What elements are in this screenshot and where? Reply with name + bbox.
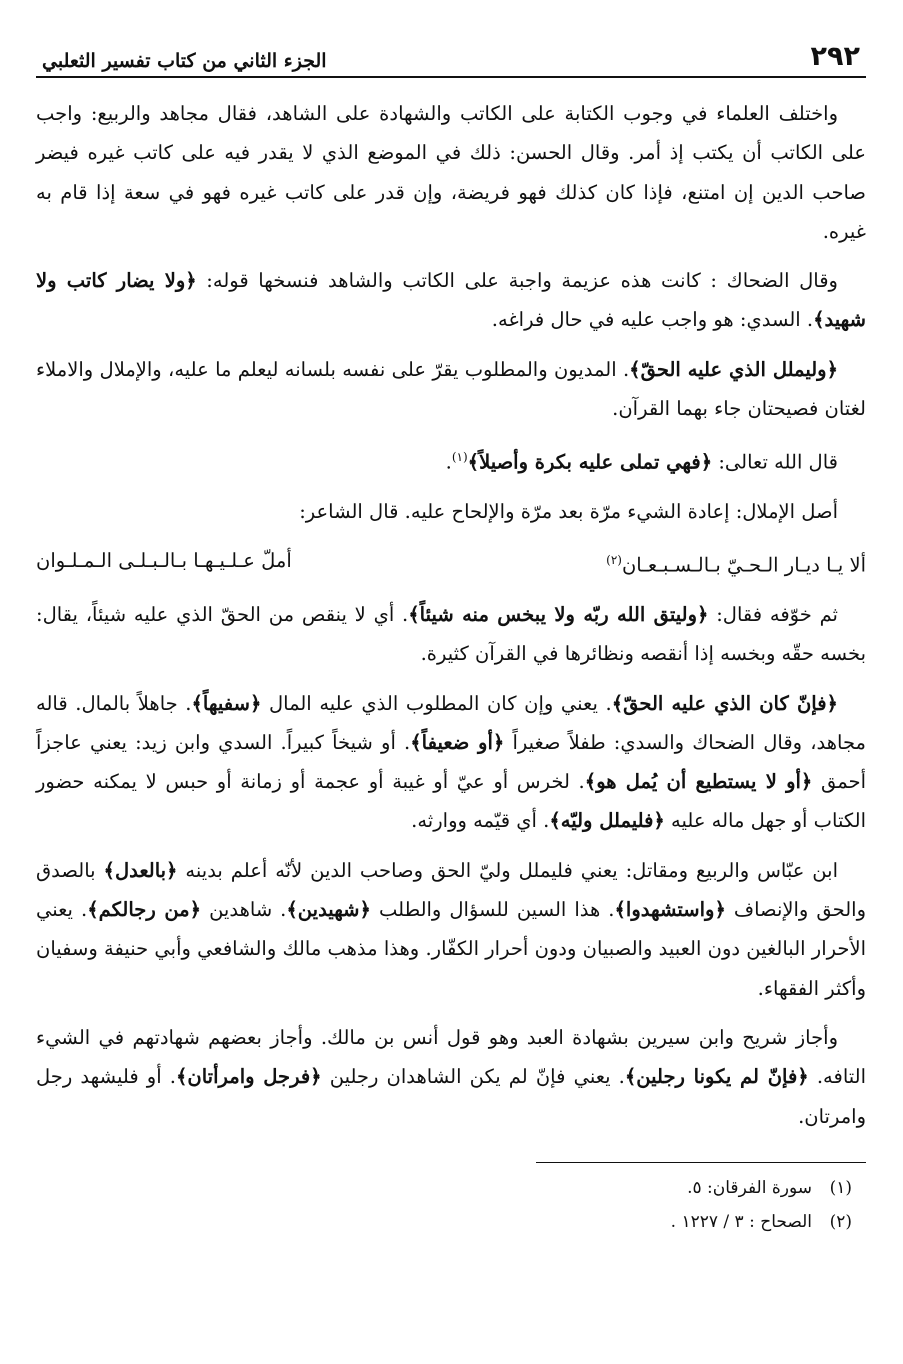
paragraph xyxy=(36,438,866,482)
paragraph xyxy=(36,851,866,1008)
quran-quote: ﴿أو لا يستطيع أن يُمل هو﴾ xyxy=(584,770,813,794)
paragraph xyxy=(36,595,866,674)
text-segment: أصل الإملال: إعادة الشيء مرّة بعد مرّة والإلحاح عليه. قال الشاعر: xyxy=(299,500,838,524)
footnote-divider xyxy=(536,1162,866,1163)
paragraph-group-1 xyxy=(36,94,866,531)
verse-footnote-ref: (٢) xyxy=(606,553,622,568)
text-segment: قال الله تعالى: xyxy=(712,450,838,474)
footnote-number: (١) xyxy=(829,1177,852,1198)
quran-quote: ﴿فرجل وامرأتان﴾ xyxy=(175,1065,322,1089)
verse-second-hemistich: أملّ عـلـيـهـا بـالـبـلـى الـمـلـوان xyxy=(36,549,292,573)
quran-quote: ﴿أو ضعيفاً﴾ xyxy=(410,730,505,754)
quran-quote: ﴿سفيهاً﴾ xyxy=(191,691,262,715)
footnote-item xyxy=(36,1205,866,1239)
quran-quote: ﴿فليملل وليّه﴾ xyxy=(549,809,665,833)
text-segment: بالصدق والحق والإنصاف xyxy=(36,858,866,922)
page-header xyxy=(36,38,866,78)
text-segment: . يعني فإنّ لم يكن الشاهدان رجلين xyxy=(321,1065,625,1089)
book-page xyxy=(36,38,866,1239)
quran-quote: ﴿واستشهدوا﴾ xyxy=(614,898,726,922)
footnotes xyxy=(36,1171,866,1239)
text-segment: وقال الضحاك : كانت هذه عزيمة واجبة على الكاتب والشاهد فنسخها قوله: xyxy=(196,269,838,293)
text-segment: . أو فليشهد رجل وامرتان. xyxy=(36,1065,866,1128)
quran-quote: ﴿فإنّ لم يكونا رجلين﴾ xyxy=(624,1065,809,1089)
paragraph-group-2 xyxy=(36,595,866,1136)
text-segment: . هذا السين للسؤال والطلب xyxy=(370,898,615,922)
footnote-ref: (١) xyxy=(451,450,468,465)
quran-quote: ﴿من رجالكم﴾ xyxy=(87,898,202,922)
quran-quote: ﴿ولا يضار كاتب ولا شهيد﴾ xyxy=(36,269,866,332)
paragraph xyxy=(36,684,866,841)
text-segment: . يعني وإن كان المطلوب الذي عليه المال xyxy=(261,691,612,715)
text-segment: . شاهدين xyxy=(201,898,287,922)
running-title: الجزء الثاني من كتاب تفسير الثعلبي xyxy=(42,50,327,72)
verse-first-hemistich: ألا يـا ديـار الـحـيّ بـالـسـبـعـان$^{(٢)}$ xyxy=(606,553,866,577)
text-segment: . يعني الأحرار البالغين دون العبيد والصبيان ودون أحرار الكفّار. وهذا مذهب مالك والشافعي وأبي حنيفة وسفيان وأكثر الفقهاء. xyxy=(36,898,866,1000)
footnote-item xyxy=(36,1171,866,1205)
text-segment: ثم خوّفه فقال: xyxy=(708,602,838,626)
paragraph xyxy=(36,1018,866,1136)
paragraph xyxy=(36,492,866,531)
paragraph xyxy=(36,261,866,340)
text-segment: . السدي: هو واجب عليه في حال فراغه. xyxy=(491,308,814,332)
text-segment: ابن عبّاس والربيع ومقاتل: يعني فليملل وليّ الحق وصاحب الدين لأنّه أعلم بدينه xyxy=(177,858,838,882)
page-body xyxy=(36,94,866,1239)
text-segment: . xyxy=(445,450,452,474)
text-segment: . لخرس أو عيّ أو غيبة أو عجمة أو زمانة أو حبس لا يمكنه حضور الكتاب أو جهل ماله عليه xyxy=(36,770,866,833)
poetry-verse xyxy=(36,541,866,585)
quran-quote: ﴿شهيدين﴾ xyxy=(286,898,371,922)
paragraph xyxy=(36,94,866,251)
footnote-number: (٢) xyxy=(829,1211,852,1232)
quran-quote: ﴿فإنّ كان الذي عليه الحقّ﴾ xyxy=(611,691,838,715)
text-segment: . المديون والمطلوب يقرّ على نفسه بلسانه ليعلم ما عليه، والإملال والاملاء لغتان فصيحتان جاء بهما القرآن. xyxy=(36,357,866,421)
footnote-text: الصحاح : ٣ / ١٢٢٧ . xyxy=(670,1211,812,1232)
quran-quote: ﴿بالعدل﴾ xyxy=(103,858,178,882)
text-segment: . أي لا ينقص من الحقّ الذي عليه شيئاً، يقال: بخسه حقّه وبخسه إذا أنقصه ونظائرها في القرآن كثيرة. xyxy=(36,602,866,666)
quran-quote: ﴿وليتق الله ربّه ولا يبخس منه شيئاً﴾ xyxy=(408,602,709,626)
text-segment: . أي قيّمه ووارثه. xyxy=(411,809,550,833)
quran-quote: ﴿فهي تملى عليه بكرة وأصيلاً﴾ xyxy=(467,450,713,474)
text-segment: . جاهلاً بالمال. قاله مجاهد، وقال الضحاك والسدي: طفلاً صغيراً xyxy=(36,691,867,754)
footnote-text: سورة الفرقان: ٥. xyxy=(687,1177,812,1198)
quran-quote: ﴿وليملل الذي عليه الحقّ﴾ xyxy=(629,357,838,381)
text-segment: وأجاز شريح وابن سيرين بشهادة العبد وهو قول أنس بن مالك. وأجاز بعضهم شهادتهم في الشيء التافه. xyxy=(36,1025,866,1089)
text-segment: واختلف العلماء في وجوب الكتابة على الكاتب والشهادة على الشاهد، فقال مجاهد والربيع: واجب على الكاتب أن يكتب إذ أمر. وقال الحسن: ذلك في الموضع الذي لا يقدر فيه على كاتب غيره فيضر صاحب الدين إن امتنع، فإذا كان كذلك فهو فريضة، وإن قدر على كاتب غيره فهو في سعة إذا قام به غيره. xyxy=(36,102,866,243)
text-segment: . أو شيخاً كبيراً. السدي وابن زيد: يعني عاجزاً أحمق xyxy=(36,730,866,794)
paragraph xyxy=(36,350,866,429)
page-number: ٢٩٢ xyxy=(810,41,860,72)
